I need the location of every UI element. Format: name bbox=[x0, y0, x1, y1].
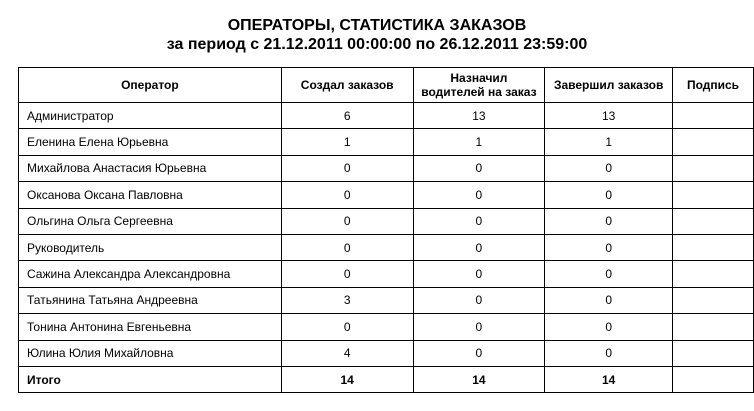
created-count: 6 bbox=[281, 103, 413, 129]
completed-count: 0 bbox=[545, 340, 673, 366]
header-signature: Подпись bbox=[673, 68, 754, 103]
created-count: 0 bbox=[281, 208, 413, 234]
operator-name: Оксанова Оксана Павловна bbox=[19, 182, 282, 208]
operator-name: Сажина Александра Александровна bbox=[19, 261, 282, 287]
report-period: за период с 21.12.2011 00:00:00 по 26.12.2011 23:59:00 bbox=[166, 36, 588, 53]
operator-name: Руководитель bbox=[19, 234, 282, 260]
table-row bbox=[19, 155, 754, 181]
report-header bbox=[0, 16, 754, 54]
header-operator: Оператор bbox=[19, 68, 282, 103]
signature-cell bbox=[673, 129, 754, 155]
operator-name: Ольгина Ольга Сергеевна bbox=[19, 208, 282, 234]
assigned-count: 1 bbox=[413, 129, 545, 155]
table-header-row bbox=[19, 68, 754, 103]
operator-name: Администратор bbox=[19, 103, 282, 129]
table-row bbox=[19, 129, 754, 155]
created-count: 0 bbox=[281, 234, 413, 260]
created-count: 1 bbox=[281, 129, 413, 155]
completed-count: 0 bbox=[545, 287, 673, 313]
created-count: 0 bbox=[281, 261, 413, 287]
completed-count: 0 bbox=[545, 234, 673, 260]
table-row bbox=[19, 340, 754, 366]
total-label: Итого bbox=[19, 366, 282, 392]
assigned-count: 0 bbox=[413, 234, 545, 260]
header-assigned: Назначил водителей на заказ bbox=[413, 68, 545, 103]
total-completed: 14 bbox=[545, 366, 673, 392]
total-signature-cell bbox=[673, 366, 754, 392]
signature-cell bbox=[673, 182, 754, 208]
total-assigned: 14 bbox=[413, 366, 545, 392]
completed-count: 0 bbox=[545, 155, 673, 181]
signature-cell bbox=[673, 314, 754, 340]
completed-count: 1 bbox=[545, 129, 673, 155]
total-row bbox=[19, 366, 754, 392]
assigned-count: 0 bbox=[413, 261, 545, 287]
assigned-count: 0 bbox=[413, 287, 545, 313]
table-row bbox=[19, 182, 754, 208]
operator-name: Юлина Юлия Михайловна bbox=[19, 340, 282, 366]
operators-stats-table bbox=[18, 67, 754, 393]
completed-count: 0 bbox=[545, 182, 673, 208]
created-count: 4 bbox=[281, 340, 413, 366]
signature-cell bbox=[673, 340, 754, 366]
assigned-count: 13 bbox=[413, 103, 545, 129]
report-title: ОПЕРАТОРЫ, СТАТИСТИКА ЗАКАЗОВ bbox=[227, 17, 527, 34]
signature-cell bbox=[673, 155, 754, 181]
completed-count: 13 bbox=[545, 103, 673, 129]
table-row bbox=[19, 208, 754, 234]
assigned-count: 0 bbox=[413, 155, 545, 181]
table-row bbox=[19, 234, 754, 260]
operator-name: Еленина Елена Юрьевна bbox=[19, 129, 282, 155]
created-count: 0 bbox=[281, 155, 413, 181]
table-row bbox=[19, 261, 754, 287]
created-count: 0 bbox=[281, 314, 413, 340]
created-count: 0 bbox=[281, 182, 413, 208]
assigned-count: 0 bbox=[413, 208, 545, 234]
operator-name: Татьянина Татьяна Андреевна bbox=[19, 287, 282, 313]
operator-name: Михайлова Анастасия Юрьевна bbox=[19, 155, 282, 181]
completed-count: 0 bbox=[545, 208, 673, 234]
assigned-count: 0 bbox=[413, 340, 545, 366]
signature-cell bbox=[673, 103, 754, 129]
signature-cell bbox=[673, 287, 754, 313]
completed-count: 0 bbox=[545, 261, 673, 287]
header-created: Создал заказов bbox=[281, 68, 413, 103]
table-row bbox=[19, 287, 754, 313]
table-row bbox=[19, 314, 754, 340]
signature-cell bbox=[673, 208, 754, 234]
operator-name: Тонина Антонина Евгеньевна bbox=[19, 314, 282, 340]
signature-cell bbox=[673, 261, 754, 287]
header-completed: Завершил заказов bbox=[545, 68, 673, 103]
total-created: 14 bbox=[281, 366, 413, 392]
assigned-count: 0 bbox=[413, 314, 545, 340]
table-row bbox=[19, 103, 754, 129]
assigned-count: 0 bbox=[413, 182, 545, 208]
created-count: 3 bbox=[281, 287, 413, 313]
completed-count: 0 bbox=[545, 314, 673, 340]
signature-cell bbox=[673, 234, 754, 260]
